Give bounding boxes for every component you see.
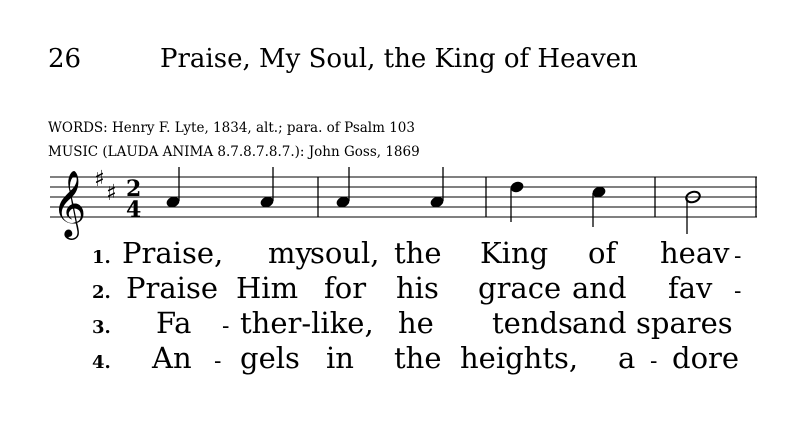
verse-number: 2. bbox=[92, 282, 111, 303]
lyric-syllable: gels bbox=[240, 341, 300, 375]
sharp-c-icon: ♯ bbox=[106, 181, 117, 206]
lyric-syllable: dore bbox=[672, 341, 740, 375]
lyric-syllable: heights, bbox=[460, 341, 579, 375]
hymn-number: 26 bbox=[48, 44, 82, 74]
lyric-syllable: the bbox=[394, 341, 442, 375]
lyric-syllable: grace bbox=[478, 271, 562, 305]
lyric-syllable: ther-like, bbox=[240, 306, 374, 340]
lyric-syllable: tends bbox=[492, 306, 573, 340]
lyric-syllable: he bbox=[398, 306, 434, 340]
music-credit: MUSIC (LAUDA ANIMA 8.7.8.7.8.7.): John Goss, 1869 bbox=[48, 144, 420, 160]
time-signature-bottom: 4 bbox=[126, 197, 142, 223]
lyric-syllable: Fa bbox=[156, 306, 192, 340]
lyric-syllable: of bbox=[588, 236, 617, 270]
lyric-syllable: for bbox=[324, 271, 367, 305]
verse-number: 4. bbox=[92, 352, 111, 373]
lyric-syllable: his bbox=[396, 271, 439, 305]
verse-number: 3. bbox=[92, 317, 111, 338]
hyphen: - bbox=[222, 314, 230, 339]
lyric-syllable: spares bbox=[636, 306, 733, 340]
lyric-syllable: An bbox=[152, 341, 192, 375]
lyric-syllable: soul, bbox=[310, 236, 380, 270]
lyric-syllable: the bbox=[394, 236, 442, 270]
hyphen: - bbox=[734, 279, 742, 304]
hymn-title: Praise, My Soul, the King of Heaven bbox=[160, 44, 638, 74]
sharp-f-icon: ♯ bbox=[94, 167, 105, 192]
lyric-syllable: and bbox=[572, 271, 627, 305]
hyphen: - bbox=[734, 244, 742, 269]
lyric-syllable: Him bbox=[236, 271, 299, 305]
treble-clef-icon: 𝄞 bbox=[52, 169, 87, 237]
hyphen: - bbox=[214, 349, 222, 374]
lyric-syllable: King bbox=[480, 236, 549, 270]
hyphen: - bbox=[650, 349, 658, 374]
lyric-syllable: fav bbox=[668, 271, 713, 305]
lyric-syllable: my bbox=[268, 236, 312, 270]
words-credit: WORDS: Henry F. Lyte, 1834, alt.; para. of Psalm 103 bbox=[48, 120, 415, 136]
lyric-syllable: Praise bbox=[126, 271, 218, 305]
lyric-syllable: Praise, bbox=[122, 236, 224, 270]
time-signature-top: 2 bbox=[126, 176, 142, 202]
lyric-syllable: in bbox=[326, 341, 354, 375]
verse-number: 1. bbox=[92, 247, 111, 268]
lyric-syllable: and bbox=[572, 306, 627, 340]
lyric-syllable: heav bbox=[660, 236, 730, 270]
lyric-syllable: a bbox=[618, 341, 636, 375]
